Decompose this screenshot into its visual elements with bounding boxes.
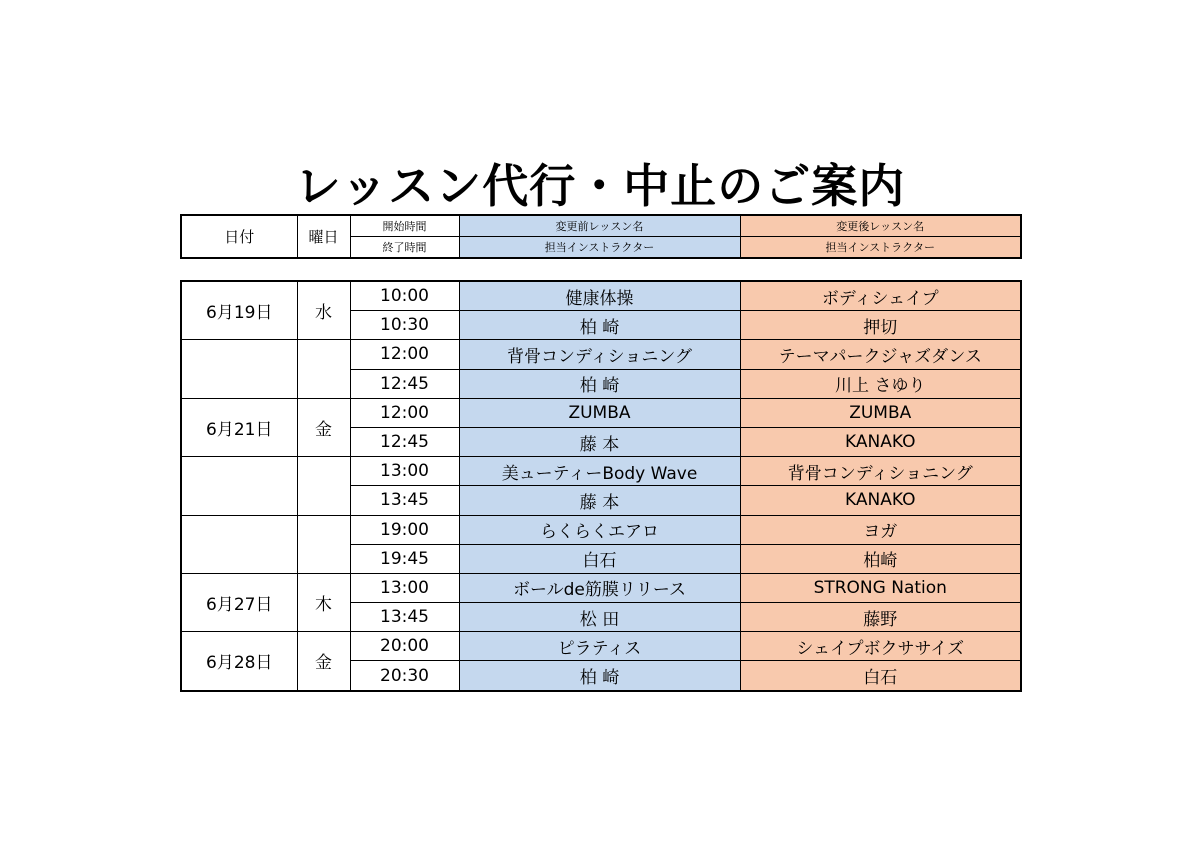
start-time-cell: 10:00 (350, 281, 459, 311)
end-time-cell: 13:45 (350, 486, 459, 515)
start-time-cell: 19:00 (350, 515, 459, 544)
header-table (180, 214, 1022, 259)
weekday-cell (297, 457, 350, 515)
table-row (181, 573, 1021, 602)
weekday-cell: 水 (297, 281, 350, 340)
after-instructor-cell: 白石 (740, 661, 1021, 691)
before-lesson-cell: ボールde筋膜リリース (459, 573, 740, 602)
after-lesson-cell: ヨガ (740, 515, 1021, 544)
header-start-time: 開始時間 (350, 215, 459, 237)
header-before-lesson: 変更前レッスン名 (459, 215, 740, 237)
weekday-cell (297, 340, 350, 398)
header-date: 日付 (181, 215, 297, 258)
page-title: レッスン代行・中止のご案内 (294, 159, 906, 213)
end-time-cell: 20:30 (350, 661, 459, 691)
before-instructor-cell: 藤 本 (459, 427, 740, 456)
after-instructor-cell: 藤野 (740, 603, 1021, 632)
date-cell (181, 457, 297, 515)
date-cell: 6月27日 (181, 573, 297, 631)
date-cell: 6月19日 (181, 281, 297, 340)
before-lesson-cell: らくらくエアロ (459, 515, 740, 544)
end-time-cell: 10:30 (350, 311, 459, 340)
weekday-cell: 金 (297, 632, 350, 691)
after-instructor-cell: 川上 さゆり (740, 369, 1021, 398)
after-instructor-cell: 押切 (740, 311, 1021, 340)
before-instructor-cell: 柏 崎 (459, 661, 740, 691)
date-cell (181, 515, 297, 573)
header-end-time: 終了時間 (350, 237, 459, 259)
date-cell: 6月21日 (181, 398, 297, 456)
header-after-instructor: 担当インストラクター (740, 237, 1021, 259)
table-row (181, 340, 1021, 369)
before-instructor-cell: 柏 崎 (459, 311, 740, 340)
after-lesson-cell: ZUMBA (740, 398, 1021, 427)
after-instructor-cell: KANAKO (740, 427, 1021, 456)
start-time-cell: 20:00 (350, 632, 459, 661)
schedule-table (180, 280, 1022, 692)
weekday-cell: 木 (297, 573, 350, 631)
weekday-cell: 金 (297, 398, 350, 456)
start-time-cell: 12:00 (350, 340, 459, 369)
date-cell (181, 340, 297, 398)
start-time-cell: 13:00 (350, 457, 459, 486)
start-time-cell: 13:00 (350, 573, 459, 602)
before-instructor-cell: 松 田 (459, 603, 740, 632)
before-lesson-cell: ピラティス (459, 632, 740, 661)
after-lesson-cell: 背骨コンディショニング (740, 457, 1021, 486)
weekday-cell (297, 515, 350, 573)
after-lesson-cell: STRONG Nation (740, 573, 1021, 602)
table-row (181, 457, 1021, 486)
before-instructor-cell: 藤 本 (459, 486, 740, 515)
header-weekday: 曜日 (297, 215, 350, 258)
after-lesson-cell: シェイプボクササイズ (740, 632, 1021, 661)
table-row (181, 515, 1021, 544)
table-row (181, 398, 1021, 427)
after-instructor-cell: KANAKO (740, 486, 1021, 515)
table-row (181, 281, 1021, 311)
header-before-instructor: 担当インストラクター (459, 237, 740, 259)
end-time-cell: 12:45 (350, 369, 459, 398)
end-time-cell: 12:45 (350, 427, 459, 456)
before-lesson-cell: 背骨コンディショニング (459, 340, 740, 369)
before-instructor-cell: 柏 崎 (459, 369, 740, 398)
before-lesson-cell: 健康体操 (459, 281, 740, 311)
after-lesson-cell: テーマパークジャズダンス (740, 340, 1021, 369)
start-time-cell: 12:00 (350, 398, 459, 427)
table-row (181, 632, 1021, 661)
before-lesson-cell: ZUMBA (459, 398, 740, 427)
end-time-cell: 19:45 (350, 544, 459, 573)
header-after-lesson: 変更後レッスン名 (740, 215, 1021, 237)
date-cell: 6月28日 (181, 632, 297, 691)
end-time-cell: 13:45 (350, 603, 459, 632)
before-instructor-cell: 白石 (459, 544, 740, 573)
before-lesson-cell: 美ューティーBody Wave (459, 457, 740, 486)
after-lesson-cell: ボディシェイプ (740, 281, 1021, 311)
after-instructor-cell: 柏崎 (740, 544, 1021, 573)
